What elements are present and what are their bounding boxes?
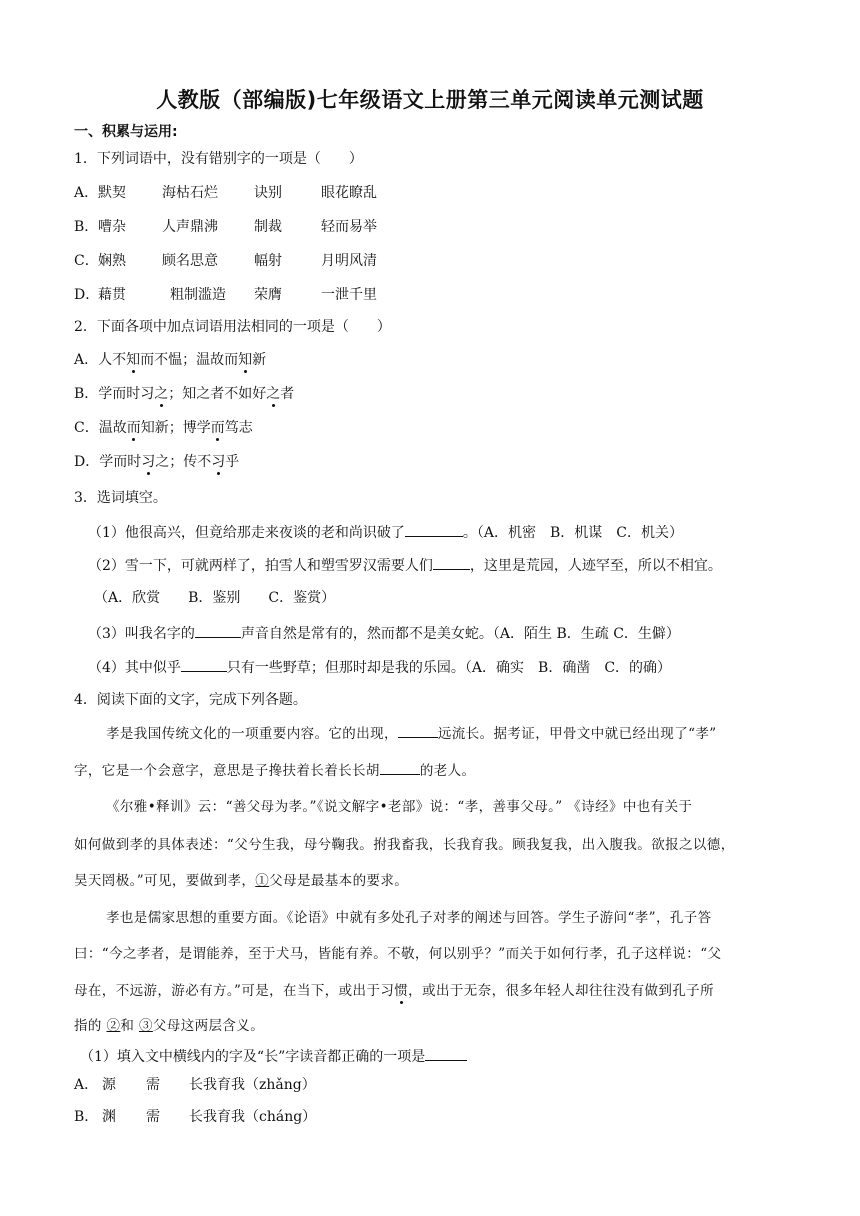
question-3-sentence-2: （2）雪一下，可就两样了，拍雪人和塑雪罗汉需要人们 ，这里是荒园，人迹罕至，所以不相宜。: [88, 555, 722, 575]
question-1-option-c: C．娴熟 顾名思意 幅射 月明风清: [74, 253, 377, 269]
passage-line: 昊天罔极。”可见，要做到孝，①父母是最基本的要求。: [74, 873, 409, 889]
question-4-sub-1-option-b: B． 渊 需 长我育我（cháng）: [74, 1109, 317, 1125]
passage-line: 《尔雅•释训》云：“善父母为孝。”《说文解字•老部》说：“孝，善事父母。” 《诗经》中也有关于: [106, 799, 693, 815]
section-heading: 一、积累与运用:: [74, 124, 178, 140]
passage-line: 孝是我国传统文化的一项重要内容。它的出现， 远流长。据考证，甲骨文中就已经出现了“孝”: [106, 723, 717, 743]
passage-line: 指的 ②和 ③父母这两层含义。: [74, 1018, 265, 1034]
question-2-option-d: D．学而时习之；传不习乎: [74, 454, 240, 470]
question-2-option-b: B．学而时习之；知之者不如好之者: [74, 386, 295, 402]
emphasis-dot-char: 知: [238, 352, 253, 368]
question-4-stem: 4．阅读下面的文字，完成下列各题。: [74, 692, 307, 708]
question-2-stem: 2．下面各项中加点词语用法相同的一项是（ ）: [74, 319, 391, 335]
fill-blank[interactable]: [195, 623, 241, 638]
passage-line: 孝也是儒家思想的重要方面。《论语》中就有多处孔子对孝的阐述与回答。学生子游问“孝”，孔子答: [106, 910, 712, 926]
emphasis-dot-char: 之: [154, 386, 169, 402]
question-1-option-a: A．默契 海枯石烂 诀别 眼花瞭乱: [74, 185, 377, 201]
fill-blank[interactable]: [433, 555, 470, 570]
question-2-option-c: C．温故而知新；博学而笃志: [74, 420, 253, 436]
question-1-option-b: B．嘈杂 人声鼎沸 制裁 轻而易举: [74, 219, 377, 235]
emphasis-dot-char: 而: [126, 420, 141, 436]
fill-blank[interactable]: [398, 723, 438, 738]
question-3-sentence-2-options: （A．欣赏 B．鉴别 C．鉴赏）: [94, 590, 336, 606]
question-1-option-d: D．藉贯 粗制滥造 荣膺 一泄千里: [74, 287, 377, 303]
fill-blank[interactable]: [425, 1046, 467, 1061]
emphasis-dot-char: 惯: [394, 983, 409, 999]
question-2-option-a: A．人不知而不愠；温故而知新: [74, 352, 267, 368]
question-3-sentence-1: （1）他很高兴，但竟给那走来夜谈的老和尚识破了 。（A．机密 B．机谋 C．机关）: [88, 522, 683, 542]
question-1-stem: 1．下列词语中，没有错别字的一项是（ ）: [74, 151, 363, 167]
passage-line: 母在，不远游，游必有方。”可是，在当下，或出于习惯，或出于无奈，很多年轻人却往往没有做到孔子所: [74, 983, 714, 999]
emphasis-dot-char: 习: [211, 454, 226, 470]
emphasis-dot-char: 习: [141, 454, 156, 470]
page-title: 人教版（部编版)七年级语文上册第三单元阅读单元测试题: [156, 88, 704, 112]
question-3-sentence-4: （4）其中似乎 只有一些野草；但那时却是我的乐园。（A．确实 B．确凿 C．的确）: [88, 657, 671, 677]
fill-blank[interactable]: [405, 522, 463, 537]
emphasis-dot-char: 知: [126, 352, 141, 368]
emphasis-dot-char: 之: [266, 386, 281, 402]
blank-marker-3: ③: [139, 1018, 153, 1034]
fill-blank[interactable]: [181, 657, 227, 672]
fill-blank[interactable]: [380, 760, 420, 775]
passage-line: 曰：“今之孝者，是谓能养，至于犬马，皆能有养。不敬，何以别乎？”而关于如何行孝，孔子这样说：“父: [74, 946, 722, 962]
emphasis-dot-char: 而: [210, 420, 225, 436]
blank-marker-2: ②: [106, 1018, 121, 1034]
question-4-sub-1-option-a: A． 源 需 长我育我（zhǎng）: [74, 1077, 316, 1093]
blank-marker-1: ①: [255, 873, 270, 889]
question-4-sub-1: （1）填入文中横线内的字及“长”字读音都正确的一项是: [80, 1046, 467, 1066]
passage-line: 如何做到孝的具体表述：“父兮生我，母兮鞠我。拊我畜我，长我育我。顾我复我，出入腹我。欲报之以德，: [74, 837, 735, 853]
question-3-stem: 3．选词填空。: [74, 490, 167, 506]
question-3-sentence-3: （3）叫我名字的 声音自然是常有的，然而都不是美女蛇。（A．陌生 B．生疏 C．生僻）: [88, 623, 680, 643]
passage-line: 字，它是一个会意字，意思是子搀扶着长着长长胡 的老人。: [74, 760, 475, 780]
